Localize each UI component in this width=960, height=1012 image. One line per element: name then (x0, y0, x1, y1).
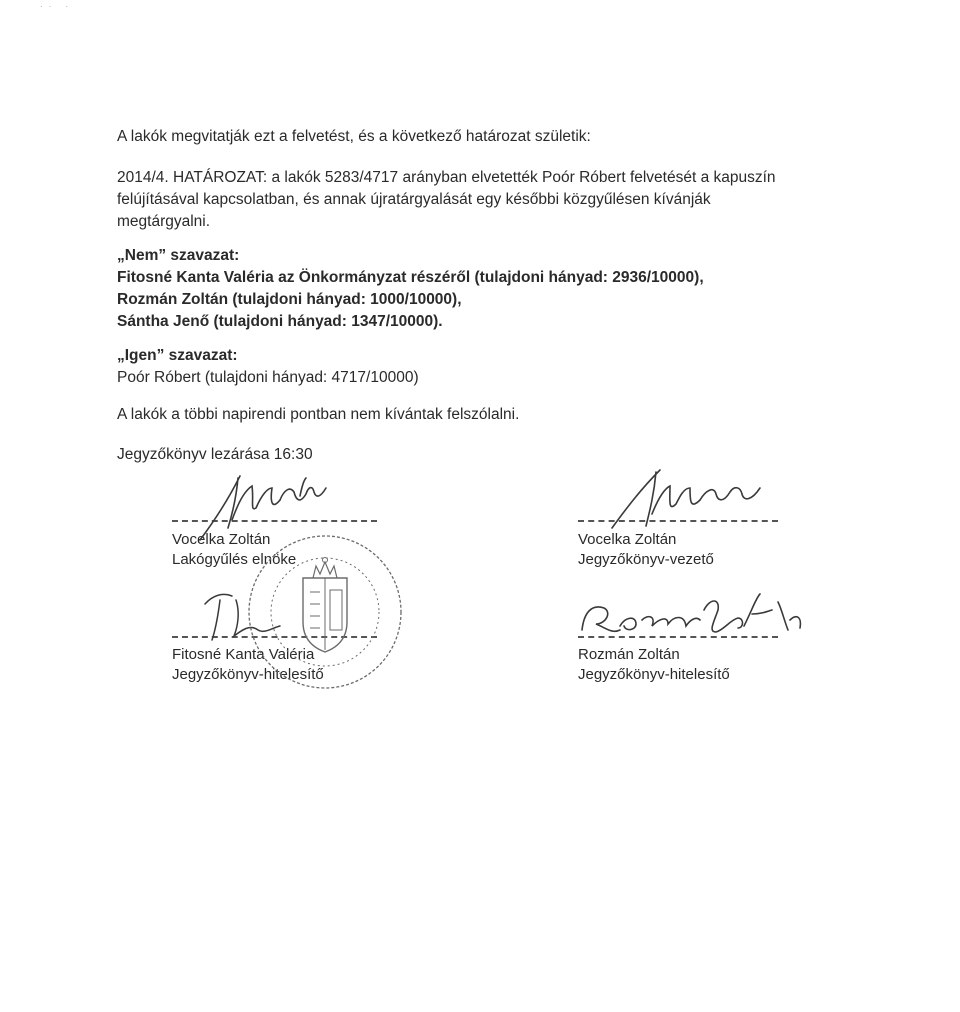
authenticator-2-role: Jegyzőkönyv-hitelesítő (578, 666, 730, 683)
decision-line: felújításával kapcsolatban, és annak újratárgyalását egy későbbi közgyűlésen kívánják (117, 191, 711, 208)
authenticator-1-signature-line (172, 636, 377, 638)
closing-time: Jegyzőkönyv lezárása 16:30 (117, 446, 313, 463)
authenticator-2-signature-line (578, 636, 778, 638)
nem-vote-section (117, 245, 857, 333)
nem-vote-heading: „Nem” szavazat: (117, 247, 240, 264)
chair-role: Lakógyűlés elnöke (172, 551, 297, 568)
chair-name: Vocelka Zoltán (172, 531, 271, 548)
chair-signature-block (172, 530, 296, 570)
igen-vote-line: Poór Róbert (tulajdoni hányad: 4717/10000) (117, 369, 419, 386)
authenticator-1-signature-block (172, 645, 324, 685)
other-items-paragraph: A lakók a többi napirendi pontban nem kívántak felszólalni. (117, 406, 520, 423)
secretary-role: Jegyzőkönyv-vezető (578, 551, 714, 568)
scan-artifact: ·· · (40, 2, 75, 11)
decision-line: 2014/4. HATÁROZAT: a lakók 5283/4717 arányban elvetették Poór Róbert felvetését a kapuszín (117, 169, 776, 186)
secretary-signature-line (578, 520, 778, 522)
authenticator-1-name: Fitosné Kanta Valéria (172, 646, 315, 663)
chair-signature-line (172, 520, 377, 522)
nem-vote-line: Rozmán Zoltán (tulajdoni hányad: 1000/10000), (117, 291, 462, 308)
authenticator-2-name: Rozmán Zoltán (578, 646, 680, 663)
secretary-signature-block (578, 530, 714, 570)
authenticator-1-handwritten-signature (205, 594, 280, 640)
secretary-name: Vocelka Zoltán (578, 531, 677, 548)
decision-paragraph (117, 167, 857, 233)
authenticator-2-signature-block (578, 645, 730, 685)
igen-vote-heading: „Igen” szavazat: (117, 347, 238, 364)
igen-vote-section (117, 345, 857, 389)
authenticator-2-handwritten-signature (582, 594, 800, 632)
intro-paragraph: A lakók megvitatják ezt a felvetést, és a következő határozat születik: (117, 128, 591, 145)
decision-line: megtárgyalni. (117, 213, 211, 230)
nem-vote-line: Sántha Jenő (tulajdoni hányad: 1347/10000). (117, 313, 443, 330)
authenticator-1-role: Jegyzőkönyv-hitelesítő (172, 666, 324, 683)
nem-vote-line: Fitosné Kanta Valéria az Önkormányzat részéről (tulajdoni hányad: 2936/10000), (117, 269, 704, 286)
